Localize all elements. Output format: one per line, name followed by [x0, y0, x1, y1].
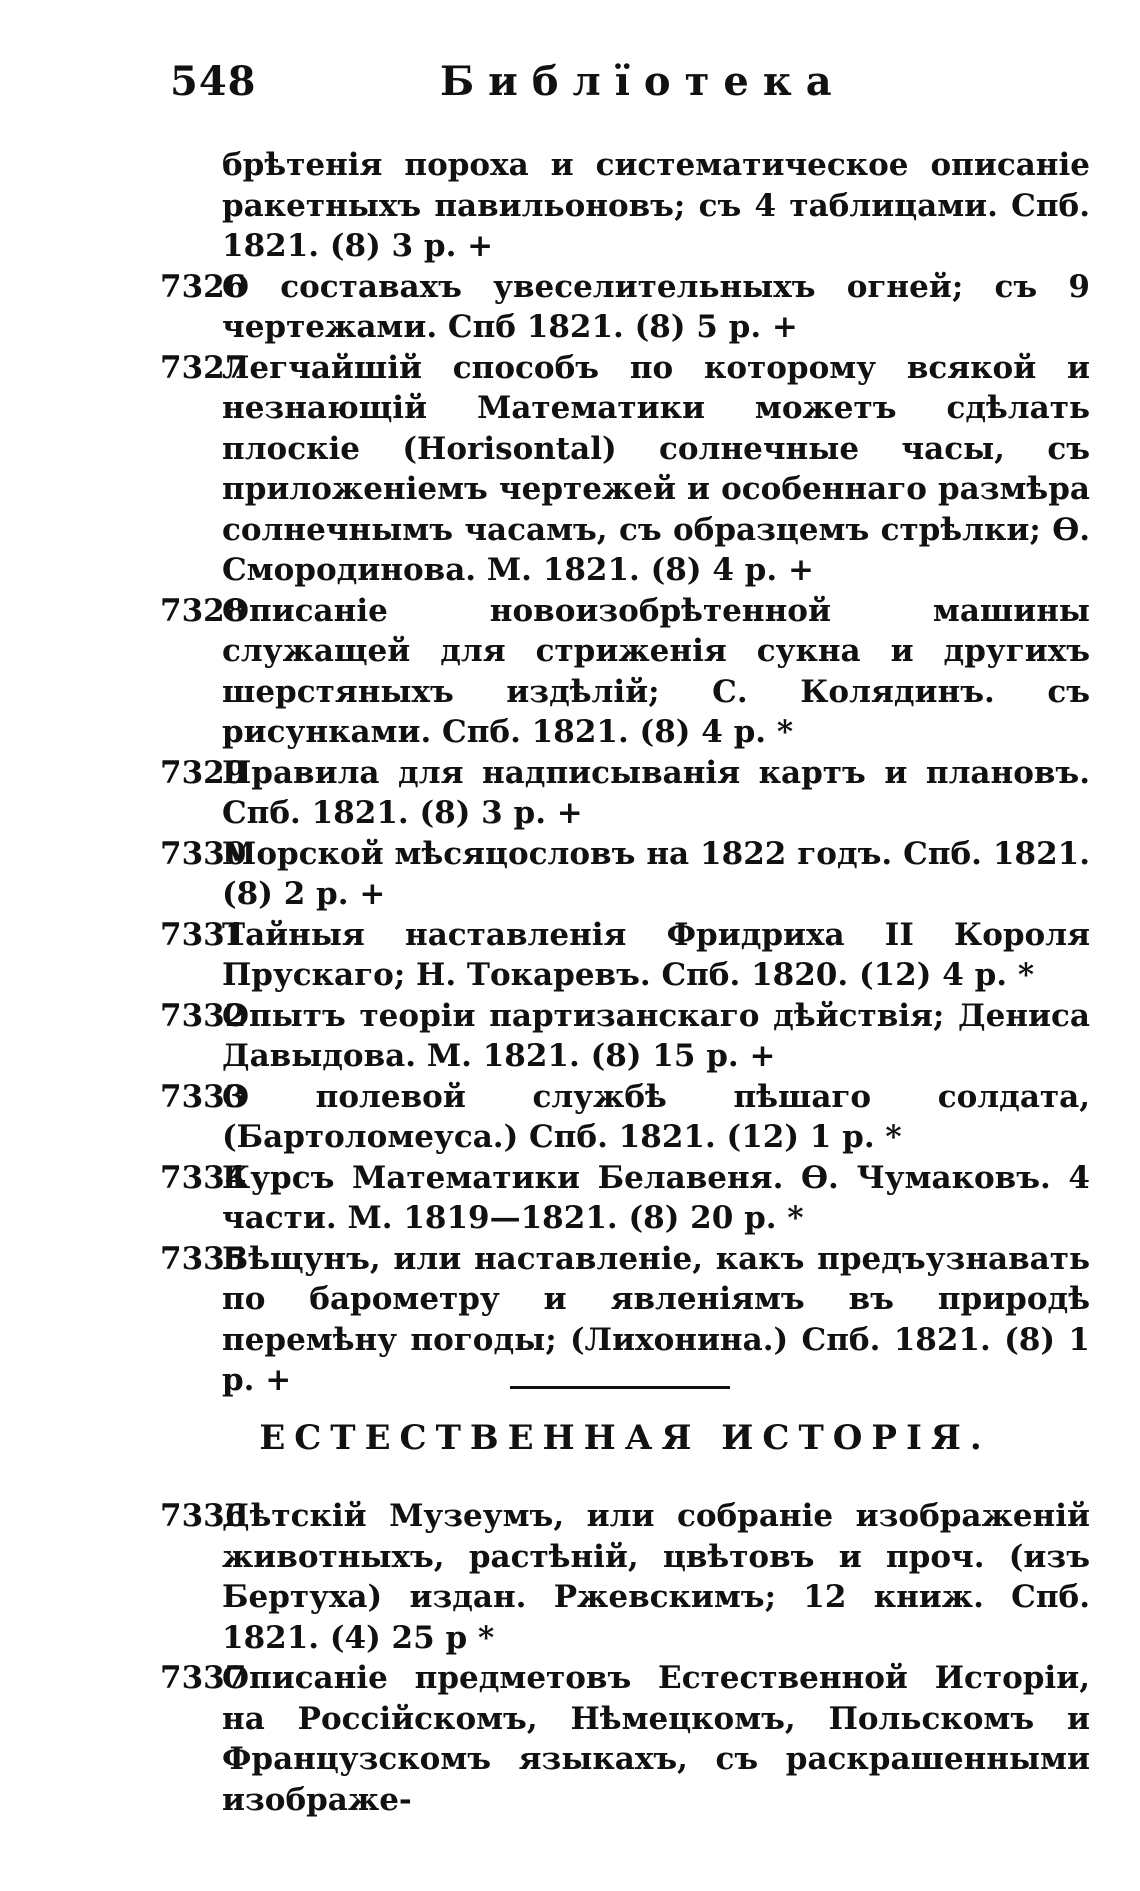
entry-text: О составахъ увеселительныхъ огней; съ 9 чертежами. Спб 1821. (8) 5 р. + — [222, 268, 1090, 345]
entry-text: Описаніе новоизобрѣтенной машины служащей для стриженія сукна и другихъ шерстяныхъ издѣлій; С. Колядинъ. съ рисунками. Спб. 1821. (8) 4 р. * — [222, 592, 1090, 750]
entry-text: О полевой службѣ пѣшаго солдата, (Бартоломеуса.) Спб. 1821. (12) 1 р. * — [222, 1078, 1090, 1155]
entry-number: 7329 — [160, 754, 247, 791]
running-head — [170, 58, 1090, 118]
entry-text: Курсъ Математики Белавеня. Ѳ. Чумаковъ. 4 части. М. 1819—1821. (8) 20 р. * — [222, 1159, 1090, 1236]
catalog-entry — [160, 591, 1090, 753]
entry-text: Описаніе предметовъ Естественной Исторіи, на Россійскомъ, Нѣмецкомъ, Польскомъ и Французскомъ языкахъ, съ раскрашенными изображе- — [222, 1660, 1090, 1818]
entry-number: 7326 — [160, 268, 247, 305]
catalog-entry — [160, 267, 1090, 348]
catalog-entry — [160, 1239, 1090, 1401]
page-number: 548 — [170, 58, 257, 105]
catalog-entry — [160, 1658, 1090, 1820]
entry-number: 7327 — [160, 349, 247, 386]
catalog-entries — [160, 145, 1090, 1401]
entry-text: Морской мѣсяцословъ на 1822 годъ. Спб. 1821. (8) 2 р. + — [222, 835, 1090, 912]
entry-text: Опытъ теоріи партизанскаго дѣйствія; Дениса Давыдова. М. 1821. (8) 15 р. + — [222, 997, 1090, 1074]
entry-text: Правила для надписыванія картъ и плановъ. Спб. 1821. (8) 3 р. + — [222, 754, 1090, 831]
entry-text: брѣтенія пороха и систематическое описаніе ракетныхъ павильоновъ; съ 4 таблицами. Спб. 1821. (8) 3 р. + — [222, 147, 1090, 264]
entry-number: 7337 — [160, 1660, 247, 1696]
catalog-entry — [160, 834, 1090, 915]
section-entries — [160, 1496, 1090, 1820]
entry-number: 7331 — [160, 916, 247, 953]
entry-number: 7328 — [160, 592, 247, 629]
header-title: Библїотека — [440, 58, 846, 105]
catalog-entry — [160, 348, 1090, 591]
section-divider — [510, 1386, 730, 1389]
catalog-entry — [160, 1077, 1090, 1158]
catalog-entry — [160, 1158, 1090, 1239]
entry-number: 7332 — [160, 997, 247, 1034]
entry-text: Тайныя наставленія Фридриха II Короля Прускаго; Н. Токаревъ. Спб. 1820. (12) 4 р. * — [222, 916, 1090, 993]
entry-number: 7330 — [160, 835, 247, 872]
entry-number: 7335 — [160, 1240, 247, 1277]
entry-text: Вѣщунъ, или наставленіе, какъ предъузнавать по барометру и явленіямъ въ природѣ перемѣну погоды; (Лихонина.) Спб. 1821. (8) 1 р. + — [222, 1240, 1090, 1398]
entry-number: 7334 — [160, 1159, 247, 1196]
entry-number: 7336 — [160, 1498, 247, 1534]
catalog-entry — [160, 915, 1090, 996]
catalog-entry-continued — [160, 145, 1090, 267]
catalog-entry — [160, 1496, 1090, 1658]
entry-text: Легчайшій способъ по которому всякой и незнающій Математики можетъ сдѣлать плоскіе (Horisontal) солнечные часы, съ приложеніемъ чертежей и особеннаго размѣра солнечнымъ часамъ, съ образцемъ стрѣлки; Ѳ. Смородинова. М. 1821. (8) 4 р. + — [222, 349, 1090, 588]
catalog-entry — [160, 753, 1090, 834]
entry-text: Дѣтскій Музеумъ, или собраніе изображеній животныхъ, растѣній, цвѣтовъ и проч. (изъ Бертуха) издан. Ржевскимъ; 12 книж. Спб. 1821. (4) 25 р * — [222, 1498, 1090, 1656]
section-heading: ЕСТЕСТВЕННАЯ ИСТОРІЯ. — [259, 1418, 991, 1458]
catalog-entry — [160, 996, 1090, 1077]
entry-number: 7333 — [160, 1078, 247, 1115]
